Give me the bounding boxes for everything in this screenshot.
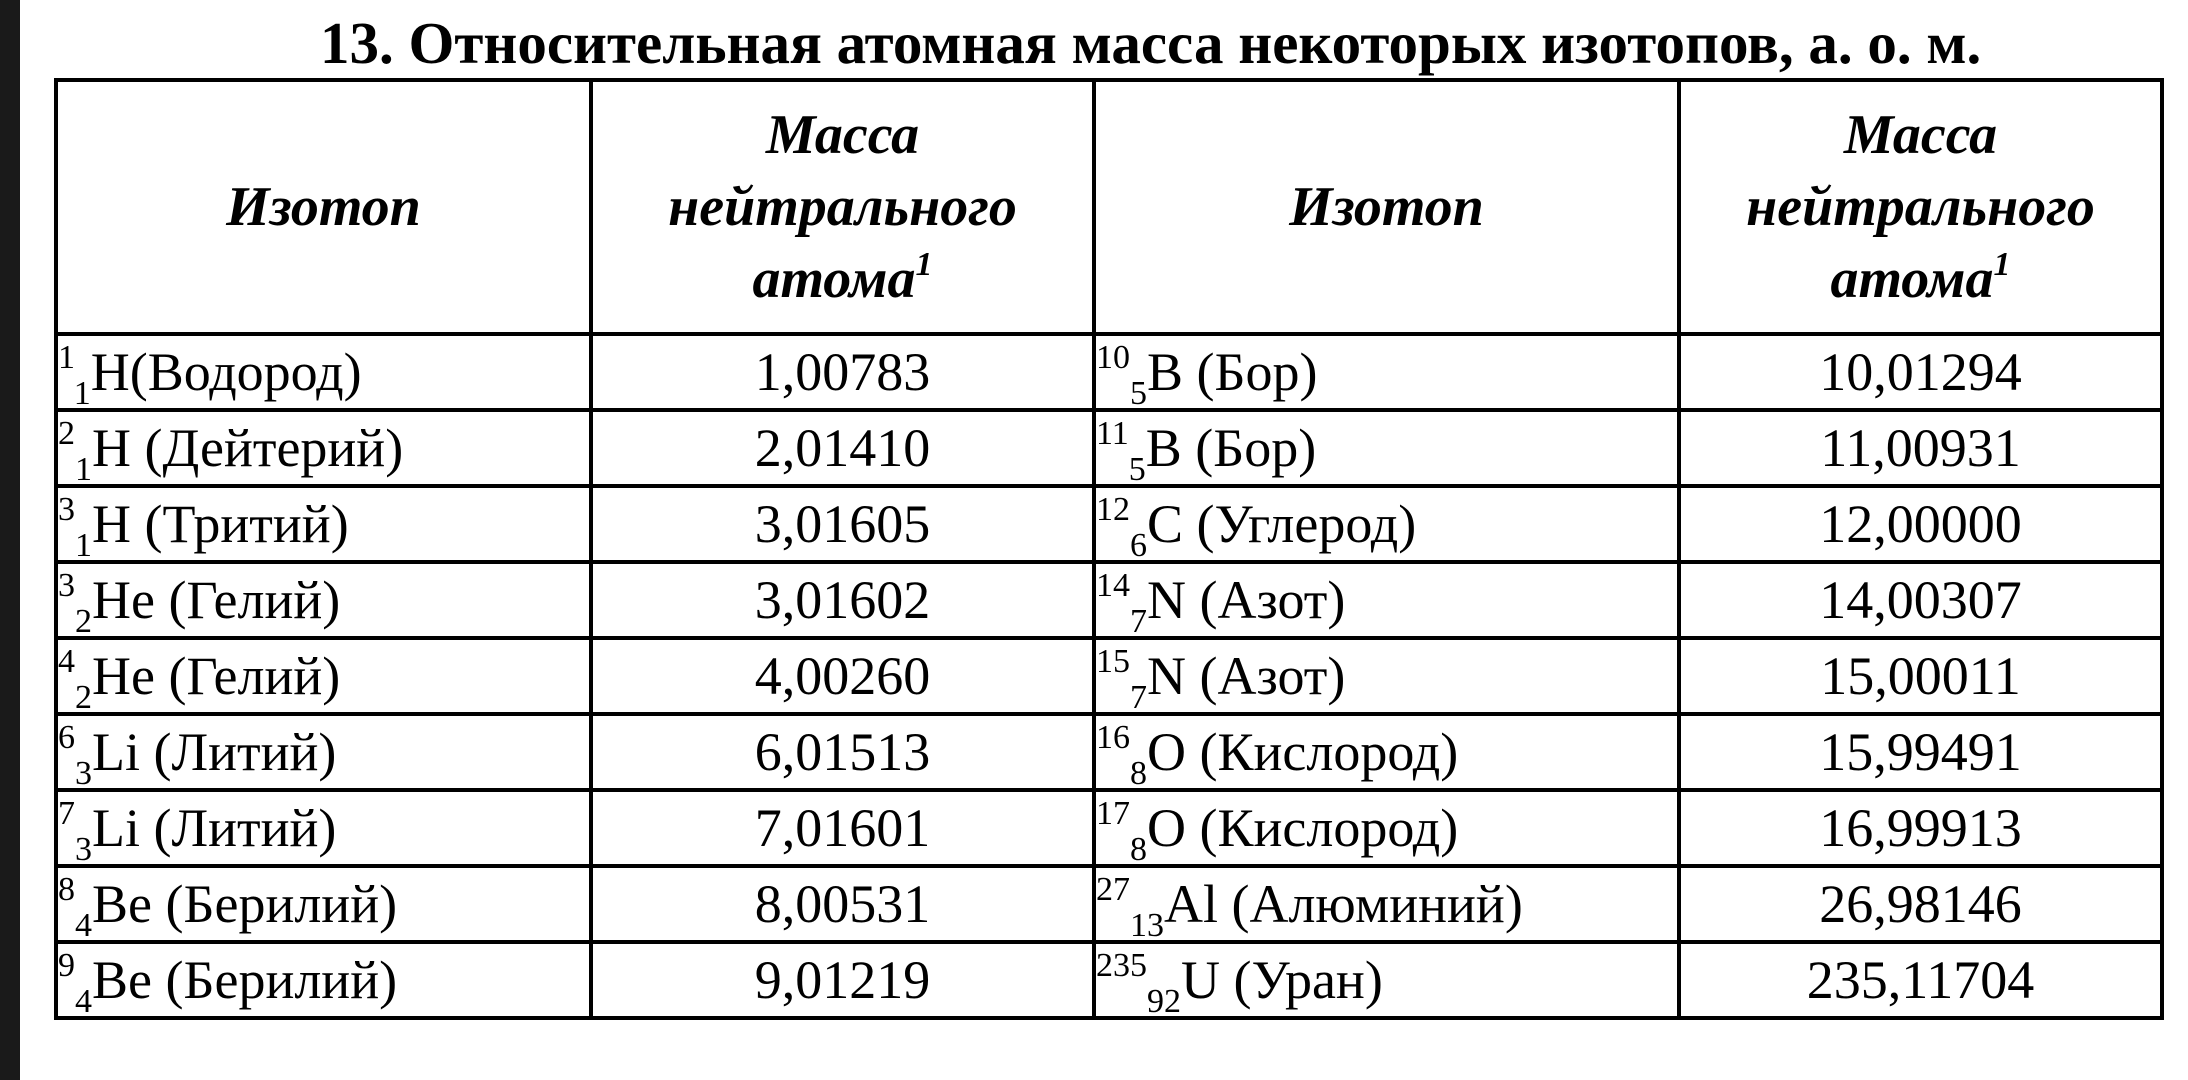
page-title: 13. Относительная атомная масса некоторых изотопов, а. о. м.: [320, 10, 1982, 76]
nuclide-notation: [1096, 868, 1164, 944]
isotope-cell-left: [56, 486, 591, 562]
mass-number: 11: [1096, 415, 1129, 452]
element-symbol: H: [92, 494, 131, 554]
footnote-marker: 1: [1993, 246, 2011, 283]
isotope-cell-right: [1094, 410, 1679, 486]
nuclide-notation: [58, 336, 91, 412]
mass-number: 235: [1096, 947, 1147, 984]
mass-cell-right: 15,00011: [1679, 638, 2162, 714]
atomic-number: 1: [73, 375, 91, 412]
element-symbol: C: [1147, 494, 1184, 554]
mass-cell-right: 16,99913: [1679, 790, 2162, 866]
isotope-cell-left: [56, 334, 591, 410]
element-symbol: Li: [92, 722, 140, 782]
mass-cell-left: 3,01602: [591, 562, 1094, 638]
atomic-number: 8: [1130, 831, 1147, 868]
element-symbol: B: [1145, 418, 1182, 478]
table-header-row: [56, 80, 2162, 334]
element-name: (Литий): [140, 722, 337, 782]
element-symbol: O: [1147, 798, 1186, 858]
element-symbol: H: [90, 342, 130, 402]
table-row: [56, 714, 2162, 790]
mass-cell-left: 8,00531: [591, 866, 1094, 942]
element-symbol: Be: [92, 874, 152, 934]
atomic-number: 7: [1130, 679, 1147, 716]
element-symbol: Be: [92, 950, 152, 1010]
mass-number: 4: [58, 643, 75, 680]
mass-cell-left: 4,00260: [591, 638, 1094, 714]
atomic-number: 6: [1130, 527, 1147, 564]
mass-number: 7: [58, 795, 75, 832]
element-name: (Бор): [1181, 418, 1317, 478]
isotope-cell-right: [1094, 638, 1679, 714]
nuclide-notation: [1096, 488, 1147, 564]
mass-number: 17: [1096, 795, 1130, 832]
element-name: (Азот): [1186, 646, 1346, 706]
element-symbol: He: [92, 646, 155, 706]
atomic-number: 13: [1130, 907, 1164, 944]
mass-number: 16: [1096, 719, 1130, 756]
header-mass-left: Масса нейтрального атома$^1$: [591, 80, 1094, 334]
element-name: (Гелий): [154, 570, 341, 630]
nuclide-notation: [58, 792, 92, 868]
isotope-cell-left: [56, 866, 591, 942]
mass-cell-left: 6,01513: [591, 714, 1094, 790]
mass-number: 6: [58, 719, 75, 756]
element-name: (Берилий): [152, 950, 398, 1010]
mass-number: 15: [1096, 643, 1130, 680]
mass-cell-left: 3,01605: [591, 486, 1094, 562]
atomic-number: 5: [1130, 375, 1147, 412]
nuclide-notation: [1096, 716, 1147, 792]
atomic-number: 92: [1147, 983, 1181, 1020]
mass-cell-right: 12,00000: [1679, 486, 2162, 562]
element-name: (Литий): [140, 798, 337, 858]
mass-cell-left: 9,01219: [591, 942, 1094, 1018]
atomic-number: 5: [1128, 451, 1146, 488]
atomic-number: 8: [1130, 755, 1147, 792]
mass-number: 3: [58, 567, 75, 604]
isotope-cell-right: [1094, 866, 1679, 942]
element-name: (Кислород): [1186, 798, 1459, 858]
isotope-cell-right: [1094, 562, 1679, 638]
atomic-number: 2: [75, 603, 92, 640]
element-symbol: B: [1147, 342, 1184, 402]
element-name: (Кислород): [1186, 722, 1459, 782]
element-symbol: O: [1147, 722, 1186, 782]
nuclide-notation: [58, 412, 92, 488]
mass-cell-right: 14,00307: [1679, 562, 2162, 638]
table-row: [56, 638, 2162, 714]
element-name: (Тритий): [131, 494, 349, 554]
mass-cell-right: 10,01294: [1679, 334, 2162, 410]
mass-number: 2: [58, 415, 75, 452]
element-name: (Гелий): [154, 646, 341, 706]
isotope-cell-left: [56, 790, 591, 866]
isotope-cell-left: [56, 562, 591, 638]
left-edge-bar: [0, 0, 20, 1080]
mass-number: 12: [1096, 491, 1130, 528]
atomic-number: 3: [75, 831, 92, 868]
element-symbol: He: [92, 570, 155, 630]
isotope-cell-right: [1094, 942, 1679, 1018]
element-name: (Алюминий): [1218, 874, 1523, 934]
table-row: [56, 486, 2162, 562]
element-symbol: U: [1181, 950, 1220, 1010]
header-mass-right: Масса нейтрального атома$^1$: [1679, 80, 2162, 334]
mass-cell-right: 235,11704: [1679, 942, 2162, 1018]
mass-number: 10: [1096, 339, 1130, 376]
nuclide-notation: [58, 640, 92, 716]
element-name: (Уран): [1220, 950, 1383, 1010]
nuclide-notation: [58, 488, 92, 564]
isotope-cell-right: [1094, 790, 1679, 866]
isotope-cell-left: [56, 714, 591, 790]
mass-number: 9: [58, 947, 75, 984]
element-name: (Дейтерий): [131, 418, 404, 478]
nuclide-notation: [58, 944, 92, 1020]
mass-cell-left: 2,01410: [591, 410, 1094, 486]
isotope-cell-right: [1094, 334, 1679, 410]
mass-cell-right: 11,00931: [1679, 410, 2162, 486]
nuclide-notation: [1096, 412, 1146, 488]
table-row: [56, 942, 2162, 1018]
table-row: [56, 562, 2162, 638]
isotope-cell-left: [56, 410, 591, 486]
mass-cell-left: 1,00783: [591, 334, 1094, 410]
isotope-mass-table: [54, 78, 2164, 1020]
mass-cell-right: 15,99491: [1679, 714, 2162, 790]
atomic-number: 1: [75, 527, 92, 564]
atomic-number: 4: [75, 907, 92, 944]
atomic-number: 4: [75, 983, 92, 1020]
element-name: (Углерод): [1183, 494, 1417, 554]
element-name: (Бор): [1183, 342, 1318, 402]
isotope-cell-left: [56, 638, 591, 714]
nuclide-notation: [58, 716, 92, 792]
footnote-marker: 1: [915, 246, 933, 283]
nuclide-notation: [1096, 792, 1147, 868]
nuclide-notation: [1096, 640, 1147, 716]
table-row: [56, 410, 2162, 486]
mass-number: 1: [58, 339, 74, 376]
isotope-cell-left: [56, 942, 591, 1018]
element-symbol: N: [1147, 570, 1186, 630]
table-row: [56, 790, 2162, 866]
atomic-number: 2: [75, 679, 92, 716]
nuclide-notation: [1096, 336, 1147, 412]
header-isotope-right: Изотоп: [1094, 80, 1679, 334]
element-symbol: Al: [1164, 874, 1218, 934]
atomic-number: 3: [75, 755, 92, 792]
mass-cell-left: 7,01601: [591, 790, 1094, 866]
element-name: (Азот): [1186, 570, 1346, 630]
isotope-cell-right: [1094, 486, 1679, 562]
mass-number: 8: [58, 871, 75, 908]
nuclide-notation: [1096, 564, 1147, 640]
mass-number: 14: [1096, 567, 1130, 604]
element-name: (Берилий): [152, 874, 398, 934]
header-isotope-left: Изотоп: [56, 80, 591, 334]
atomic-number: 1: [75, 451, 92, 488]
element-symbol: Li: [92, 798, 140, 858]
element-name: (Водород): [129, 342, 362, 402]
mass-number: 3: [58, 491, 75, 528]
element-symbol: H: [92, 418, 131, 478]
mass-cell-right: 26,98146: [1679, 866, 2162, 942]
table-row: [56, 866, 2162, 942]
mass-number: 27: [1096, 871, 1130, 908]
atomic-number: 7: [1130, 603, 1147, 640]
nuclide-notation: [58, 564, 92, 640]
table-row: [56, 334, 2162, 410]
nuclide-notation: [1096, 944, 1181, 1020]
isotope-cell-right: [1094, 714, 1679, 790]
nuclide-notation: [58, 868, 92, 944]
element-symbol: N: [1147, 646, 1186, 706]
